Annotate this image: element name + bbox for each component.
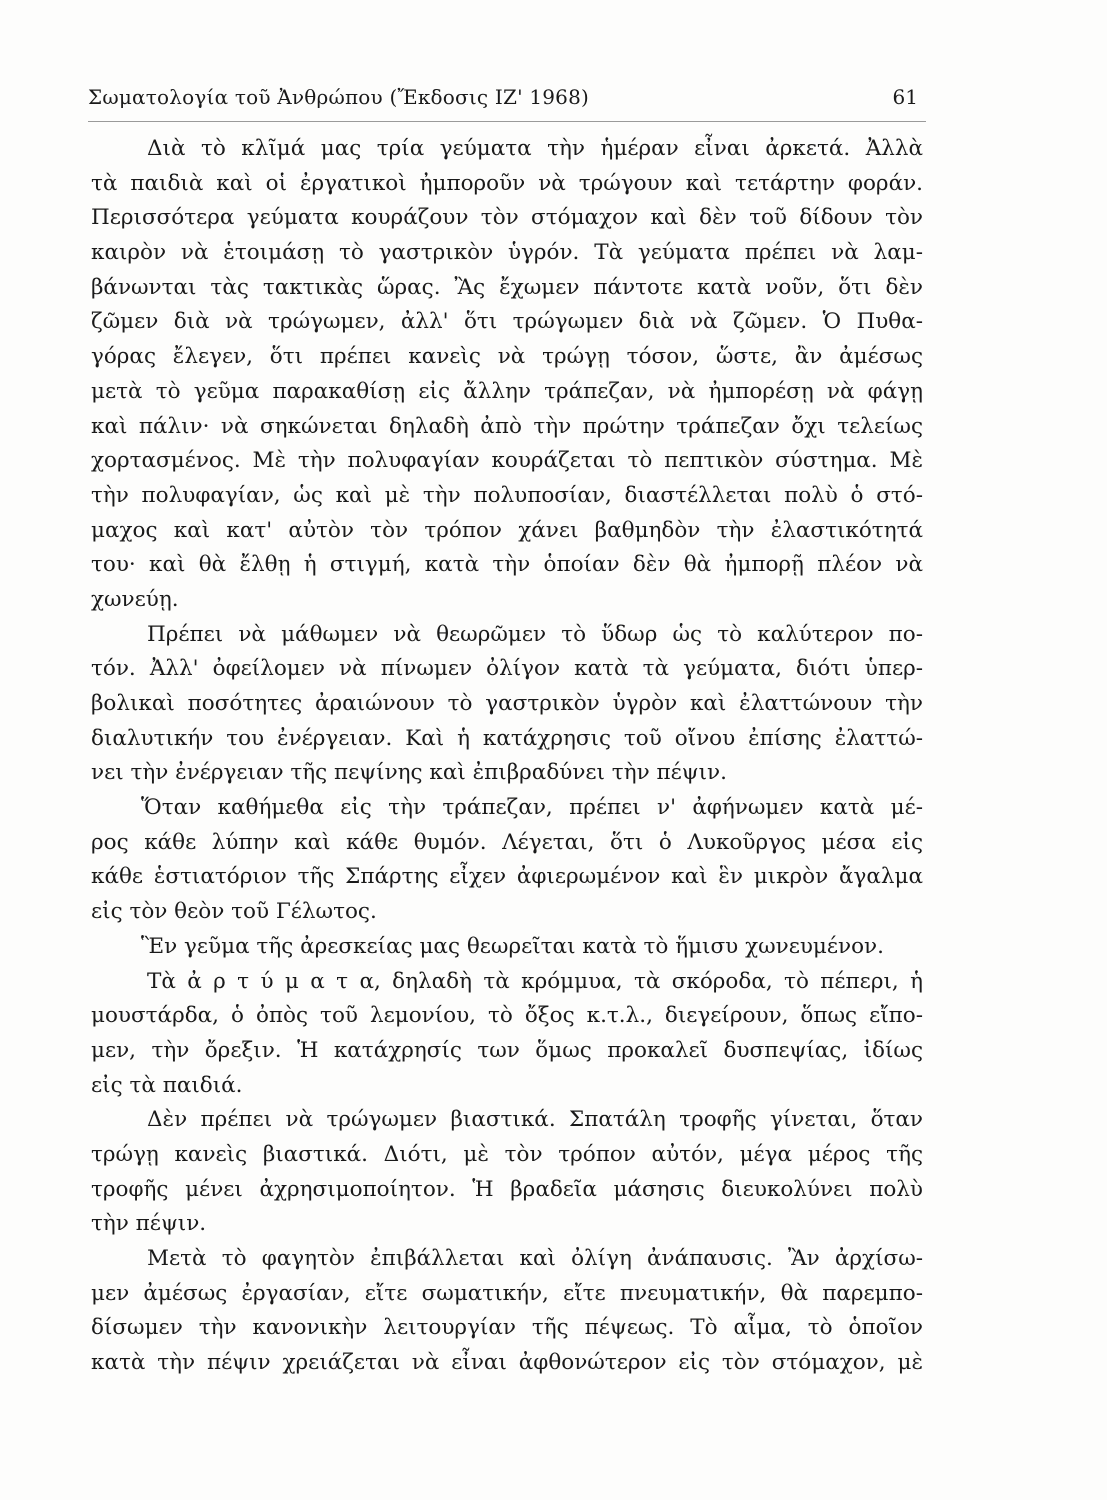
text-line: καὶ πάλιν· νὰ σηκώνεται δηλαδὴ ἀπὸ τὴν πρώτην τράπεζαν ὄχι τελείως <box>91 413 923 439</box>
text-line: βάνωνται τὰς τακτικὰς ὥρας. Ἂς ἔχωμεν πάντοτε κατὰ νοῦν, ὅτι δὲν <box>91 274 923 300</box>
text-line: τὴν πολυφαγίαν, ὡς καὶ μὲ τὴν πολυποσίαν, διαστέλλεται πολὺ ὁ στό- <box>91 482 923 508</box>
text-line: του· καὶ θὰ ἔλθῃ ἡ στιγμή, κατὰ τὴν ὁποίαν δὲν θὰ ἠμπορῇ πλέον νὰ <box>91 552 923 578</box>
text-line: μουστάρδα, ὁ ὀπὸς τοῦ λεμονίου, τὸ ὄξος κ.τ.λ., διεγείρουν, ὅπως εἴπο- <box>91 1003 923 1029</box>
text-line: Περισσότερα γεύματα κουράζουν τὸν στόμαχον καὶ δὲν τοῦ δίδουν τὸν <box>91 205 923 231</box>
text-line: τὴν πέψιν. <box>91 1211 207 1237</box>
text-line: κάθε ἑστιατόριον τῆς Σπάρτης εἶχεν ἀφιερωμένον καὶ ἓν μικρὸν ἄγαλμα <box>91 864 923 890</box>
text-line: νει τὴν ἐνέργειαν τῆς πεψίνης καὶ ἐπιβραδύνει τὴν πέψιν. <box>91 760 727 786</box>
running-title: Σωματολογία τοῦ Ἀνθρώπου (Ἔκδοσις ΙΖ' 1968) <box>88 85 590 109</box>
text-line: μεν, τὴν ὄρεξιν. Ἡ κατάχρησίς των ὅμως προκαλεῖ δυσπεψίας, ἰδίως <box>91 1037 923 1063</box>
text-line: χορτασμένος. Μὲ τὴν πολυφαγίαν κουράζεται τὸ πεπτικὸν σύστημα. Μὲ <box>91 448 923 474</box>
text-line: μεν ἀμέσως ἐργασίαν, εἴτε σωματικήν, εἴτε πνευματικήν, θὰ παρεμπο- <box>91 1280 923 1306</box>
text-line: Δὲν πρέπει νὰ τρώγωμεν βιαστικά. Σπατάλη τροφῆς γίνεται, ὅταν <box>147 1107 923 1133</box>
text-line: Ἓν γεῦμα τῆς ἀρεσκείας μας θεωρεῖται κατὰ τὸ ἥμισυ χωνευμένον. <box>141 933 884 959</box>
text-line: δίσωμεν τὴν κανονικὴν λειτουργίαν τῆς πέψεως. Τὸ αἷμα, τὸ ὁποῖον <box>91 1315 923 1341</box>
text-line: γόρας ἔλεγεν, ὅτι πρέπει κανεὶς νὰ τρώγῃ τόσον, ὥστε, ἂν ἀμέσως <box>91 344 923 370</box>
header-rule <box>88 121 926 122</box>
text-line: Μετὰ τὸ φαγητὸν ἐπιβάλλεται καὶ ὀλίγη ἀνάπαυσις. Ἂν ἀρχίσω- <box>147 1246 923 1271</box>
text-line: βολικαὶ ποσότητες ἀραιώνουν τὸ γαστρικὸν ὑγρὸν καὶ ἐλαττώνουν τὴν <box>91 691 923 716</box>
text-line: ζῶμεν διὰ νὰ τρώγωμεν, ἀλλ' ὅτι τρώγωμεν διὰ νὰ ζῶμεν. Ὁ Πυθα- <box>91 309 923 335</box>
text-line: Πρέπει νὰ μάθωμεν νὰ θεωρῶμεν τὸ ὕδωρ ὡς τὸ καλύτερον πο- <box>147 621 923 647</box>
text-line: Τὰ ἀ ρ τ ύ μ α τ α, δηλαδὴ τὰ κρόμμυα, τὰ σκόροδα, τὸ πέπερι, ἡ <box>147 968 923 994</box>
text-line: τρώγῃ κανεὶς βιαστικά. Διότι, μὲ τὸν τρόπον αὐτόν, μέγα μέρος τῆς <box>91 1141 923 1167</box>
text-line: ρος κάθε λύπην καὶ κάθε θυμόν. Λέγεται, ὅτι ὁ Λυκοῦργος μέσα εἰς <box>91 829 923 855</box>
text-line: Ὅταν καθήμεθα εἰς τὴν τράπεζαν, πρέπει ν' ἀφήνωμεν κατὰ μέ- <box>141 795 923 821</box>
running-header <box>88 85 926 121</box>
text-line: καιρὸν νὰ ἑτοιμάσῃ τὸ γαστρικὸν ὑγρόν. Τὰ γεύματα πρέπει νὰ λαμ- <box>91 240 923 266</box>
page-number: 61 <box>892 85 918 109</box>
text-line: μαχος καὶ κατ' αὐτὸν τὸν τρόπον χάνει βαθμηδὸν τὴν ἐλαστικότητά <box>91 517 923 543</box>
text-line: διαλυτικήν του ἐνέργειαν. Καὶ ἡ κατάχρησις τοῦ οἴνου ἐπίσης ἐλαττώ- <box>91 725 923 751</box>
text-line: τὰ παιδιὰ καὶ οἱ ἐργατικοὶ ἠμποροῦν νὰ τρώγουν καὶ τετάρτην φοράν. <box>91 170 923 196</box>
text-line: εἰς τὸν θεὸν τοῦ Γέλωτος. <box>91 899 377 925</box>
text-line: εἰς τὰ παιδιά. <box>91 1072 243 1098</box>
text-line: κατὰ τὴν πέψιν χρειάζεται νὰ εἶναι ἀφθονώτερον εἰς τὸν στόμαχον, μὲ <box>91 1350 923 1376</box>
body-text <box>91 132 923 1381</box>
text-line: τόν. Ἀλλ' ὀφείλομεν νὰ πίνωμεν ὀλίγον κατὰ τὰ γεύματα, διότι ὑπερ- <box>91 656 923 682</box>
text-line: χωνεύῃ. <box>91 586 179 612</box>
text-line: Διὰ τὸ κλῖμά μας τρία γεύματα τὴν ἡμέραν εἶναι ἀρκετά. Ἀλλὰ <box>147 136 923 161</box>
text-line: τροφῆς μένει ἀχρησιμοποίητον. Ἡ βραδεῖα μάσησις διευκολύνει πολὺ <box>91 1176 923 1202</box>
text-line: μετὰ τὸ γεῦμα παρακαθίσῃ εἰς ἄλλην τράπεζαν, νὰ ἠμπορέσῃ νὰ φάγῃ <box>91 378 923 404</box>
